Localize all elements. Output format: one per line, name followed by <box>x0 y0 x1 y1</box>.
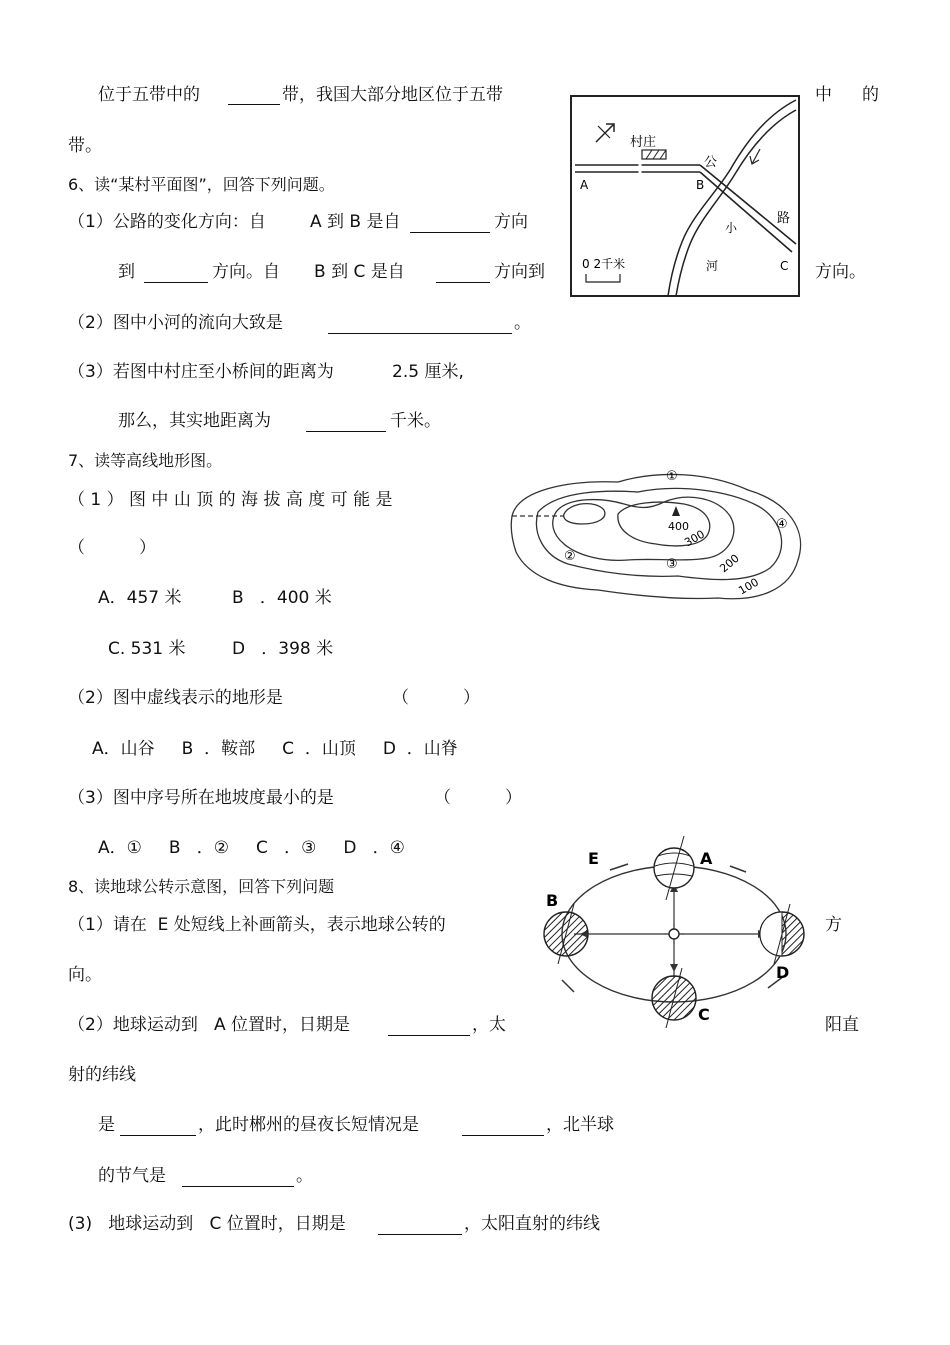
answer-blank[interactable] <box>144 266 208 283</box>
answer-blank[interactable] <box>410 216 490 233</box>
text-line: （1）公路的变化方向：自 <box>68 212 266 232</box>
answer-blank[interactable] <box>462 1119 544 1136</box>
point-c: C <box>780 259 789 273</box>
text-line: 方向 <box>494 212 528 232</box>
text-line: （3）图中序号所在地坡度最小的是 <box>68 788 334 808</box>
text-line: B 到 C 是自 <box>314 262 405 282</box>
text-line: (3) 地球运动到 C 位置时，日期是 <box>68 1214 346 1234</box>
text-line: ，此时郴州的昼夜长短情况是 <box>198 1115 419 1135</box>
road-label: 公 <box>704 155 718 170</box>
marker-1: ① <box>666 469 678 484</box>
text-line: ，太 <box>472 1015 506 1035</box>
text-line: （ 1 ） 图 中 山 顶 的 海 拔 高 度 可 能 是 <box>68 490 393 510</box>
text-line: 是 <box>98 1115 115 1135</box>
answer-blank[interactable] <box>378 1218 462 1235</box>
text-line: 千米。 <box>390 411 441 431</box>
text-line: （ ） <box>392 688 481 708</box>
question-8-title: 8、读地球公转示意图，回答下列问题 <box>68 877 335 896</box>
answer-blank[interactable] <box>436 266 490 283</box>
text-line: ，北半球 <box>546 1115 614 1135</box>
contour-label: 100 <box>736 575 761 598</box>
orbit-label-e: E <box>588 849 599 868</box>
text-line: 带。 <box>68 136 102 156</box>
text-line: 2.5 厘米, <box>392 362 464 382</box>
option-text: B ．400 米 <box>232 588 332 608</box>
text-line: （2）图中虚线表示的地形是 <box>68 688 283 708</box>
text-line: 方 <box>825 915 842 935</box>
point-a: A <box>580 178 589 192</box>
road-label: 路 <box>777 211 791 226</box>
text-line: 到 <box>118 262 135 282</box>
text-line: 向。 <box>68 965 102 985</box>
orbit-label-a: A <box>700 849 713 868</box>
text-line: 位于五带中的 <box>98 85 200 105</box>
text-line: A 到 B 是自 <box>310 212 401 232</box>
text-line: 阳直 <box>825 1015 859 1035</box>
answer-blank[interactable] <box>306 415 386 432</box>
village-label: 村庄 <box>630 135 657 150</box>
marker-4: ④ <box>776 517 788 532</box>
contour-label: 400 <box>668 520 689 533</box>
earth-orbit-diagram <box>540 828 808 1028</box>
text-line: （3）若图中村庄至小桥间的距离为 <box>68 362 334 382</box>
answer-blank[interactable] <box>388 1019 470 1036</box>
option-text: A．457 米 <box>98 588 182 608</box>
text-line: 方向到 <box>494 262 545 282</box>
orbit-label-b: B <box>546 891 559 910</box>
text-line: （ ） <box>68 538 157 558</box>
text-line: 。 <box>514 313 531 333</box>
marker-2: ② <box>564 549 576 564</box>
marker-3: ③ <box>666 557 678 572</box>
orbit-label-c: C <box>698 1005 710 1024</box>
river-label: 小 <box>725 221 738 235</box>
village-map <box>570 94 800 298</box>
answer-blank[interactable] <box>120 1119 196 1136</box>
answer-blank[interactable] <box>328 317 512 334</box>
option-text: D ．398 米 <box>232 639 334 659</box>
answer-blank[interactable] <box>182 1170 294 1187</box>
text-line: 方向。 <box>815 262 866 282</box>
contour-label: 200 <box>717 551 742 576</box>
option-text: C. 531 米 <box>108 639 186 659</box>
question-7-title: 7、读等高线地形图。 <box>68 451 223 470</box>
option-text: A．山谷 B ．鞍部 C ．山顶 D ．山脊 <box>92 739 458 759</box>
text-line: ，太阳直射的纬线 <box>464 1214 600 1234</box>
text-line: 方向。自 <box>212 262 280 282</box>
text-line: （2）图中小河的流向大致是 <box>68 313 283 333</box>
text-line: 射的纬线 <box>68 1065 136 1085</box>
point-b: B <box>696 178 705 192</box>
text-line: 。 <box>296 1166 313 1186</box>
river-label: 河 <box>706 259 719 273</box>
text-line: 中 <box>815 85 832 105</box>
text-line: （2）地球运动到 A 位置时，日期是 <box>68 1015 351 1035</box>
text-line: 的 <box>862 85 879 105</box>
option-text: A．① B ．② C ．③ D ．④ <box>98 838 405 858</box>
text-line: 带，我国大部分地区位于五带 <box>282 85 503 105</box>
text-line: 那么，其实地距离为 <box>118 411 271 431</box>
text-line: （ ） <box>434 788 523 808</box>
orbit-label-d: D <box>776 963 790 982</box>
question-6-title: 6、读“某村平面图”，回答下列问题。 <box>68 175 335 194</box>
scale-label: 0 2千米 <box>582 257 626 271</box>
contour-map <box>508 460 808 606</box>
text-line: （1）请在 E 处短线上补画箭头，表示地球公转的 <box>68 915 446 935</box>
text-line: 的节气是 <box>98 1166 166 1186</box>
contour-label: 300 <box>682 527 707 550</box>
answer-blank[interactable] <box>228 88 280 105</box>
